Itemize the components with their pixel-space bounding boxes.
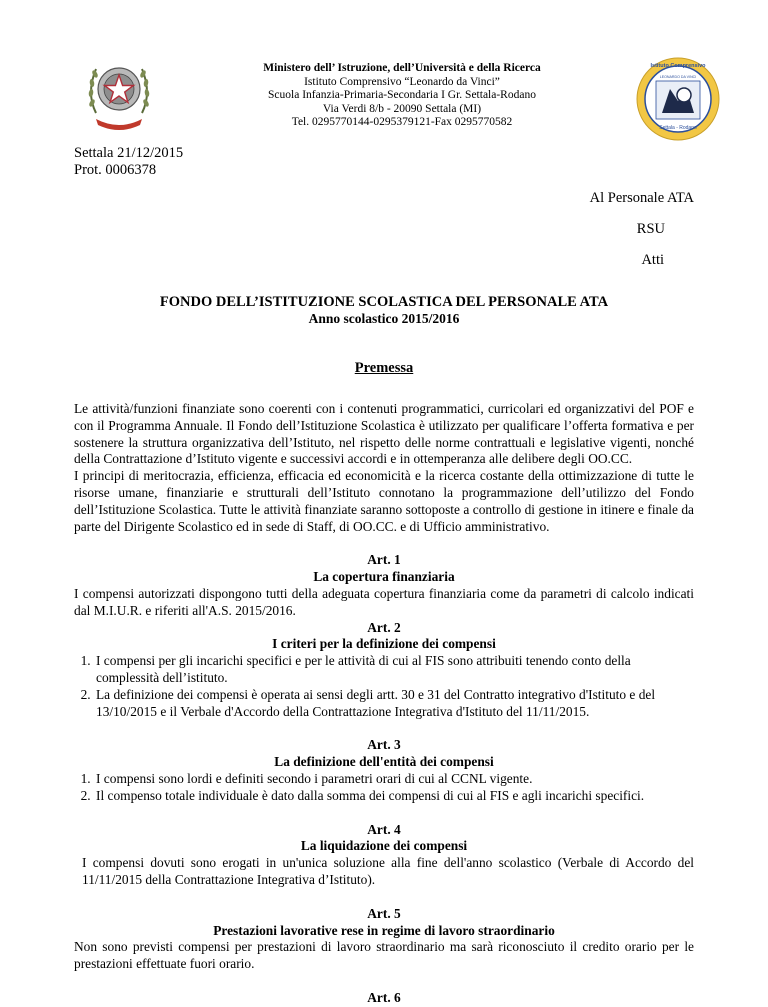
recipient-personale-ata: Al Personale ATA: [589, 190, 694, 206]
recipients: [590, 190, 694, 283]
article-6-number: Art. 6: [367, 989, 401, 1005]
article-3-number: Art. 3: [367, 737, 401, 753]
school-phone: Tel. 0295770144-0295379121-Fax 0295770582: [291, 116, 513, 129]
article-2-item-1: 1. I compensi per gli incarichi specifici e per le attività di cui al FIS sono attribuiti tenendo conto della complessità dell’istituto.: [94, 653, 694, 687]
article-4-text: I compensi dovuti sono erogati in un'unica soluzione alla fine dell'anno scolastico (Verbale di Accordo del 11/11/2015 della Contrattazione Integrativa d’Istituto).: [82, 855, 694, 887]
premessa-heading: Premessa: [354, 360, 414, 376]
premessa-paragraph-1: Le attività/funzioni finanziate sono coerenti con i contenuti programmatici, curricolari ed organizzativi del POF e con il Programma Annuale. Il Fondo dell’Istituzione Scolastica è utilizzato per qualificare l’offerta formativa e per sostenere la struttura organizzativa dell’Istituto, nel rispetto delle norme contrattuali e legislative vigenti, nonché della Contrattazione d’Istituto vigente e successivi accordi e in ottemperanza alle delibere degli OO.CC.: [74, 401, 694, 467]
article-2-item-2: 2. La definizione dei compensi è operata ai sensi degli artt. 30 e 31 del Contratto integrativo d'Istituto e del 13/10/2015 e il Verbale d'Accordo della Contrattazione Integrativa d'Istituto del 11/11/2015.: [94, 687, 694, 721]
document-body: [74, 401, 694, 1007]
article-3-title: La definizione dell'entità dei compensi: [274, 754, 494, 770]
protocol-number: Prot. 0006378: [74, 162, 157, 178]
article-4-number: Art. 4: [367, 821, 401, 837]
institute-name: Istituto Comprensivo “Leonardo da Vinci”: [304, 75, 500, 88]
document-title: [74, 294, 694, 327]
recipient-atti: Atti: [641, 252, 664, 268]
article-3-list: [74, 771, 694, 805]
republic-emblem-icon: [82, 53, 156, 133]
school-name: Scuola Infanzia-Primaria-Secondaria I Gr. Settala-Rodano: [268, 89, 536, 102]
letterhead: [228, 62, 576, 130]
article-5-title: Prestazioni lavorative rese in regime di lavoro straordinario: [213, 922, 555, 938]
article-2-title: I criteri per la definizione dei compensi: [272, 636, 496, 652]
article-2-number: Art. 2: [367, 619, 401, 635]
school-address: Via Verdi 8/b - 20090 Settala (MI): [322, 102, 482, 115]
article-2-list: [74, 653, 694, 720]
article-1-number: Art. 1: [367, 552, 401, 568]
premessa-paragraph-2: I principi di meritocrazia, efficienza, efficacia ed economicità e la ricerca costante della ottimizzazione di tutte le risorse umane, finanziarie e strutturali dell’Istituto connotano la programmazione dell’utilizzo del Fondo dell’Istituzione Scolastica. Tutte le attività finanziate saranno sottoposte a controllo di gestione in itinere e finale da parte del Dirigente Scolastico ed in sede di Staff, di OO.CC. e di Ufficio amministrativo.: [74, 468, 694, 534]
article-1-text: I compensi autorizzati dispongono tutti della adeguata copertura finanziaria come da parametri di calcolo indicati dal M.I.U.R. e riferiti all'A.S. 2015/2016.: [74, 585, 694, 618]
article-3-item-2: 2. Il compenso totale individuale è dato dalla somma dei compensi di cui al FIS e agli incarichi specifici.: [94, 788, 694, 805]
school-logo: [636, 57, 720, 141]
article-1-title: La copertura finanziaria: [313, 569, 455, 585]
article-5-text: Non sono previsti compensi per prestazioni di lavoro straordinario ma sarà riconosciuto il credito orario per le prestazioni effettuate fuori orario.: [74, 939, 694, 972]
date-block: [74, 145, 183, 179]
ministry-name: Ministero dell’ Istruzione, dell’Università e della Ricerca: [263, 62, 541, 74]
document-date: Settala 21/12/2015: [74, 145, 184, 161]
title-sub: Anno scolastico 2015/2016: [308, 311, 460, 326]
article-3-item-1: 1. I compensi sono lordi e definiti secondo i parametri orari di cui al CCNL vigente.: [94, 771, 694, 788]
recipient-rsu: RSU: [636, 221, 665, 237]
article-5-number: Art. 5: [367, 905, 401, 921]
title-main: FONDO DELL’ISTITUZIONE SCOLASTICA DEL PERSONALE ATA: [159, 294, 609, 310]
logo-top-text: Istituto Comprensivo: [650, 63, 706, 69]
article-4-title: La liquidazione dei compensi: [300, 838, 468, 854]
logo-middle-text: LEONARDO DA VINCI: [659, 75, 697, 79]
logo-bottom-text: Settala - Rodano: [659, 125, 697, 131]
